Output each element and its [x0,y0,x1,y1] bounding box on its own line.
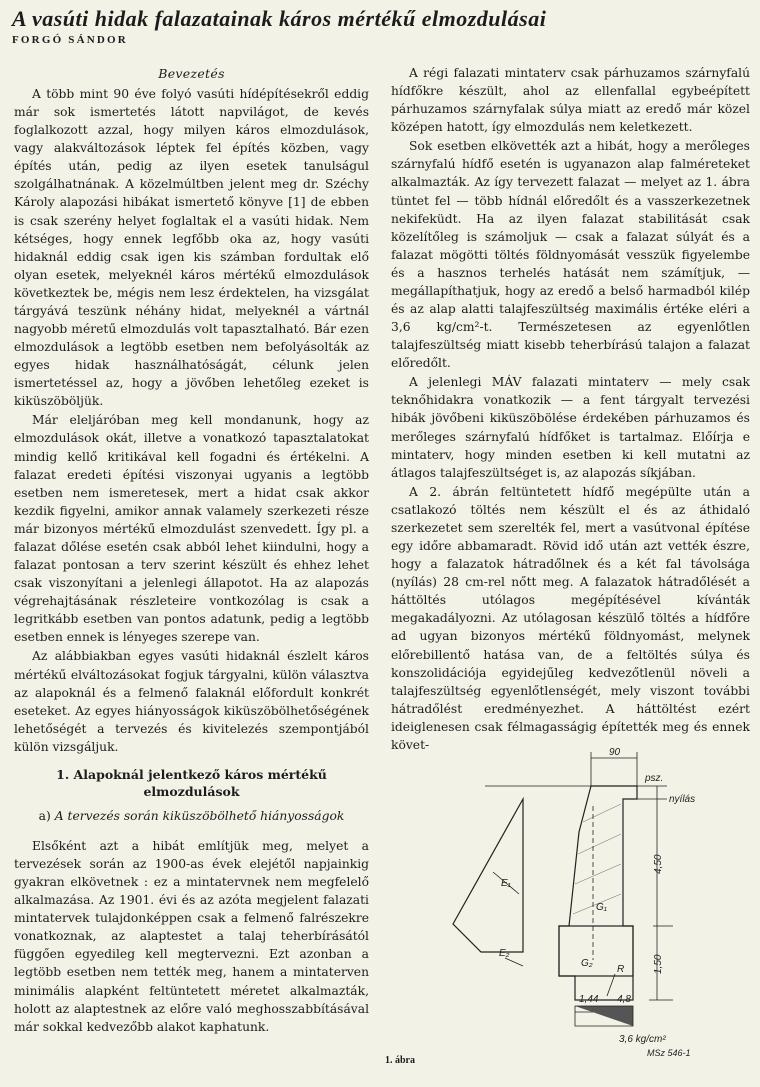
psz-label: psz. [645,773,664,784]
intro-heading: Bevezetés [158,66,225,81]
abutment-wall [559,786,637,1000]
right-paragraph-3: A jelenlegi MÁV falazati mintaterv — mely csak teknőhidakra vonatkozik — a fent tárgyalt tervezési hibák jövőbeni kiküszöbölése érdekében párhuzamos és merőleges szárnyfalú hídfőket is tartalmaz. Előírja e mintaterv, hogy minden esetben ki kell mutatni az átlagos talajfeszültséget is, az alapozás síkjában. [391,375,750,480]
g2-label: G₂ [581,958,593,969]
r-arrow [607,974,615,996]
intro-paragraph-1: A több mint 90 éve folyó vasúti hídépítésekről eddig már sok ismertetés látott napvilágot, de kevés foglalkozott azzal, hogy milyen káros elmozdulások, vagy alakváltozások léptek fel építés közben, vagy építés után, pedig az ilyen esetek tanulságul szolgálhatnának. A közelmúltben jelent meg dr. Széchy Károly alapozási hibákat ismertető könyve [1] de ebben is csak szerény helyet foglaltak el a vasúti hidak. Nem kétséges, hogy ennek legfőbb oka az, hogy vasúti hidaknál eddig csak igen kis számban fordultak elő olyan esetek, melyeknél káros mértékű elmozdulások következtek be, mégis nem lesz érdektelen, ha vizsgálat tárgyává teszünk néhány hidat, melyeknél a vártnál nagyobb méretű elmozdulás volt tapasztalható. Bár ezen elmozdulások a legtöbb esetben nem befolyásolták az egyes hidak használhatóságát, célunk jelen ismertetéssel az, hogy a jövőben lehetőleg ezeket is kiküszöböljük. [14,87,369,409]
article-title: A vasúti hidak falazatainak káros mértékű elmozdulásai [12,6,547,31]
author-name: FORGÓ SÁNDOR [12,34,128,46]
right-paragraph-1: A régi falazati mintaterv csak párhuzamos szárnyfalú hídfőkre készült, ahol az ellenfallal egybeépített párhuzamos szárnyfalak súlya miatt az eredő már közel középen hatott, így elmozdulás nem keletkezett. [391,66,750,135]
stress-label: 3,6 kg/cm² [619,1034,666,1045]
subsection-title: A tervezés során kiküszöbölhető hiányosságok [54,808,345,823]
embankment-wedge [453,799,523,952]
stress-diagram [575,1006,633,1026]
right-column [391,64,750,755]
right-paragraph-4: A 2. ábrán feltüntetett hídfő megépülte után a csatlakozó töltés nem készült el és az áthidaló szerkezetet sem szerelték fel, mert a vasútvonal építése egy időre abbamaradt. Rövid idő után azt vették észre, hogy a falazatok hátradőlnek és a két fal távolsága (nyílás) 28 cm-rel nőtt meg. A falazatok hátradőlését a háttöltés utólagos megépítésével kívánták megakadályozni. Az utólagosan készülő töltés a hídfőre ad ugyan bizonyos mértékű földnyomást, melynek előrebillentő hatása van, de a feltöltés súlya és konszolidációja egyidejűleg kedvezőtlenül növeli a talajfeszültség egyenlőtlenségét, mely viszont további hátradőlést eredményezhet. A háttöltést ezért ideiglenesen csak félmagasságig építették meg és ennek követ- [391,484,750,752]
subsection-heading [34,808,349,825]
intro-paragraph-2: Már eleljáróban meg kell mondanunk, hogy az elmozdulások okát, illetve a vonatkozó tapasztalatokat mindig kellő kritikával kell fogadni és értékelni. A falazat eredeti építési viszonyai ugyanis a legtöbb esetben nem ismeretesek, mert a hidat csak akkor kezdik figyelni, amikor annak valamely szerkezeti része már bizonyos mértékű elmozdulást szenvedett. Így pl. a falazat dőlése esetén csak abból lehet kiindulni, hogy a falazat pontosan a terv szerint készült és ehhez lehet csak viszonyítani a jelenlegi állapotot. Ha az alapozás végrehajtásának részleteire vontkozólag is csak a legritkább esetben van pontos adatunk, pedig a legtöbb esetben ennek is lényeges szerepe van. [14,413,369,645]
subsection-label: a) [38,808,51,823]
g1-label: G₁ [596,902,607,913]
r-label: R [617,964,625,975]
dim-top-label: 90 [609,747,621,758]
height-label: 4,50 [653,854,664,874]
abutment-diagram [423,744,723,1064]
base-label: 1,44 [579,994,599,1005]
sub-label: 4,8 [617,994,631,1005]
figure-1-abutment-drawing [423,744,723,1064]
section-paragraph-1: Elsőként azt a hibát említjük meg, melyet a tervezések során az 1900-as évek elejétől napjainkig gyakran elkövetnek : ez a mintatervnek nem megfelelő alkalmazása. Az 1901. évi és az azóta megjelent falazati mintatervek tulajdonképpen csak a felmenő falrészekre vonatkoznak, az alaptestet a talaj teherbírásától függően egyedileg kell megtervezni. Ezt azonban a legtöbb esetben nem tették meg, hanem a mintaterven minimális alapként feltüntetett méretet alkalmazták, holott az alaptestnek az előre való meghosszabbításával már sokkal kedvezőbb alakot kaphatunk. [14,838,369,1034]
left-column [14,64,369,1037]
nyilas-label: nyílás [669,794,696,805]
e2-label: E₂ [499,948,510,959]
stamp-label: MSz 546-1 [647,1048,691,1058]
figure-caption: 1. ábra [385,1055,415,1066]
intro-paragraph-3: Az alábbiakban egyes vasúti hidaknál észlelt káros mértékű elváltozásokat fogjuk tárgyalni, külön választva az alapoknál és a felmenő falaknál előfordult konkrét eseteket. Az egyes hiányosságok kiküszöbölhetőségének lehetőségét a tervezés és kivitelezés szempontjából külön vizsgáljuk. [14,649,369,754]
foundation-label: 1,50 [653,954,664,974]
wall-hatching [573,804,621,914]
right-paragraph-2: Sok esetben elkövették azt a hibát, hogy a merőleges szárnyfalú hídfő esetén is ugyanazon alap falméreteket alkalmazták. Az így tervezett falazat — melyet az 1. ábra tüntet fel — több hídnál előredőlt és a vasszerkezetnek nekifeküdt. Ha az ilyen falazat stabilitását csak közelítőleg is számoljuk — csak a falazat súlyát és a falazat mögötti töltés földnyomását vesszük figyelembe és a hasznos terhelés hatását nem számítjuk, — megállapíthatjuk, hogy az eredő a belső harmadból kilép és az alap alatti talajfeszültség maximális értéke eléri a 3,6 kg/cm²-t. Természetesen az egyenlőtlen talajfeszültség miatt kisebb teherbírású talajon a falazat előredőlt. [391,139,750,371]
e1-label: E₁ [501,878,511,889]
section-heading: 1. Alapoknál jelentkező káros mértékű elmozdulások [56,766,327,799]
e2-arrow [505,958,523,966]
